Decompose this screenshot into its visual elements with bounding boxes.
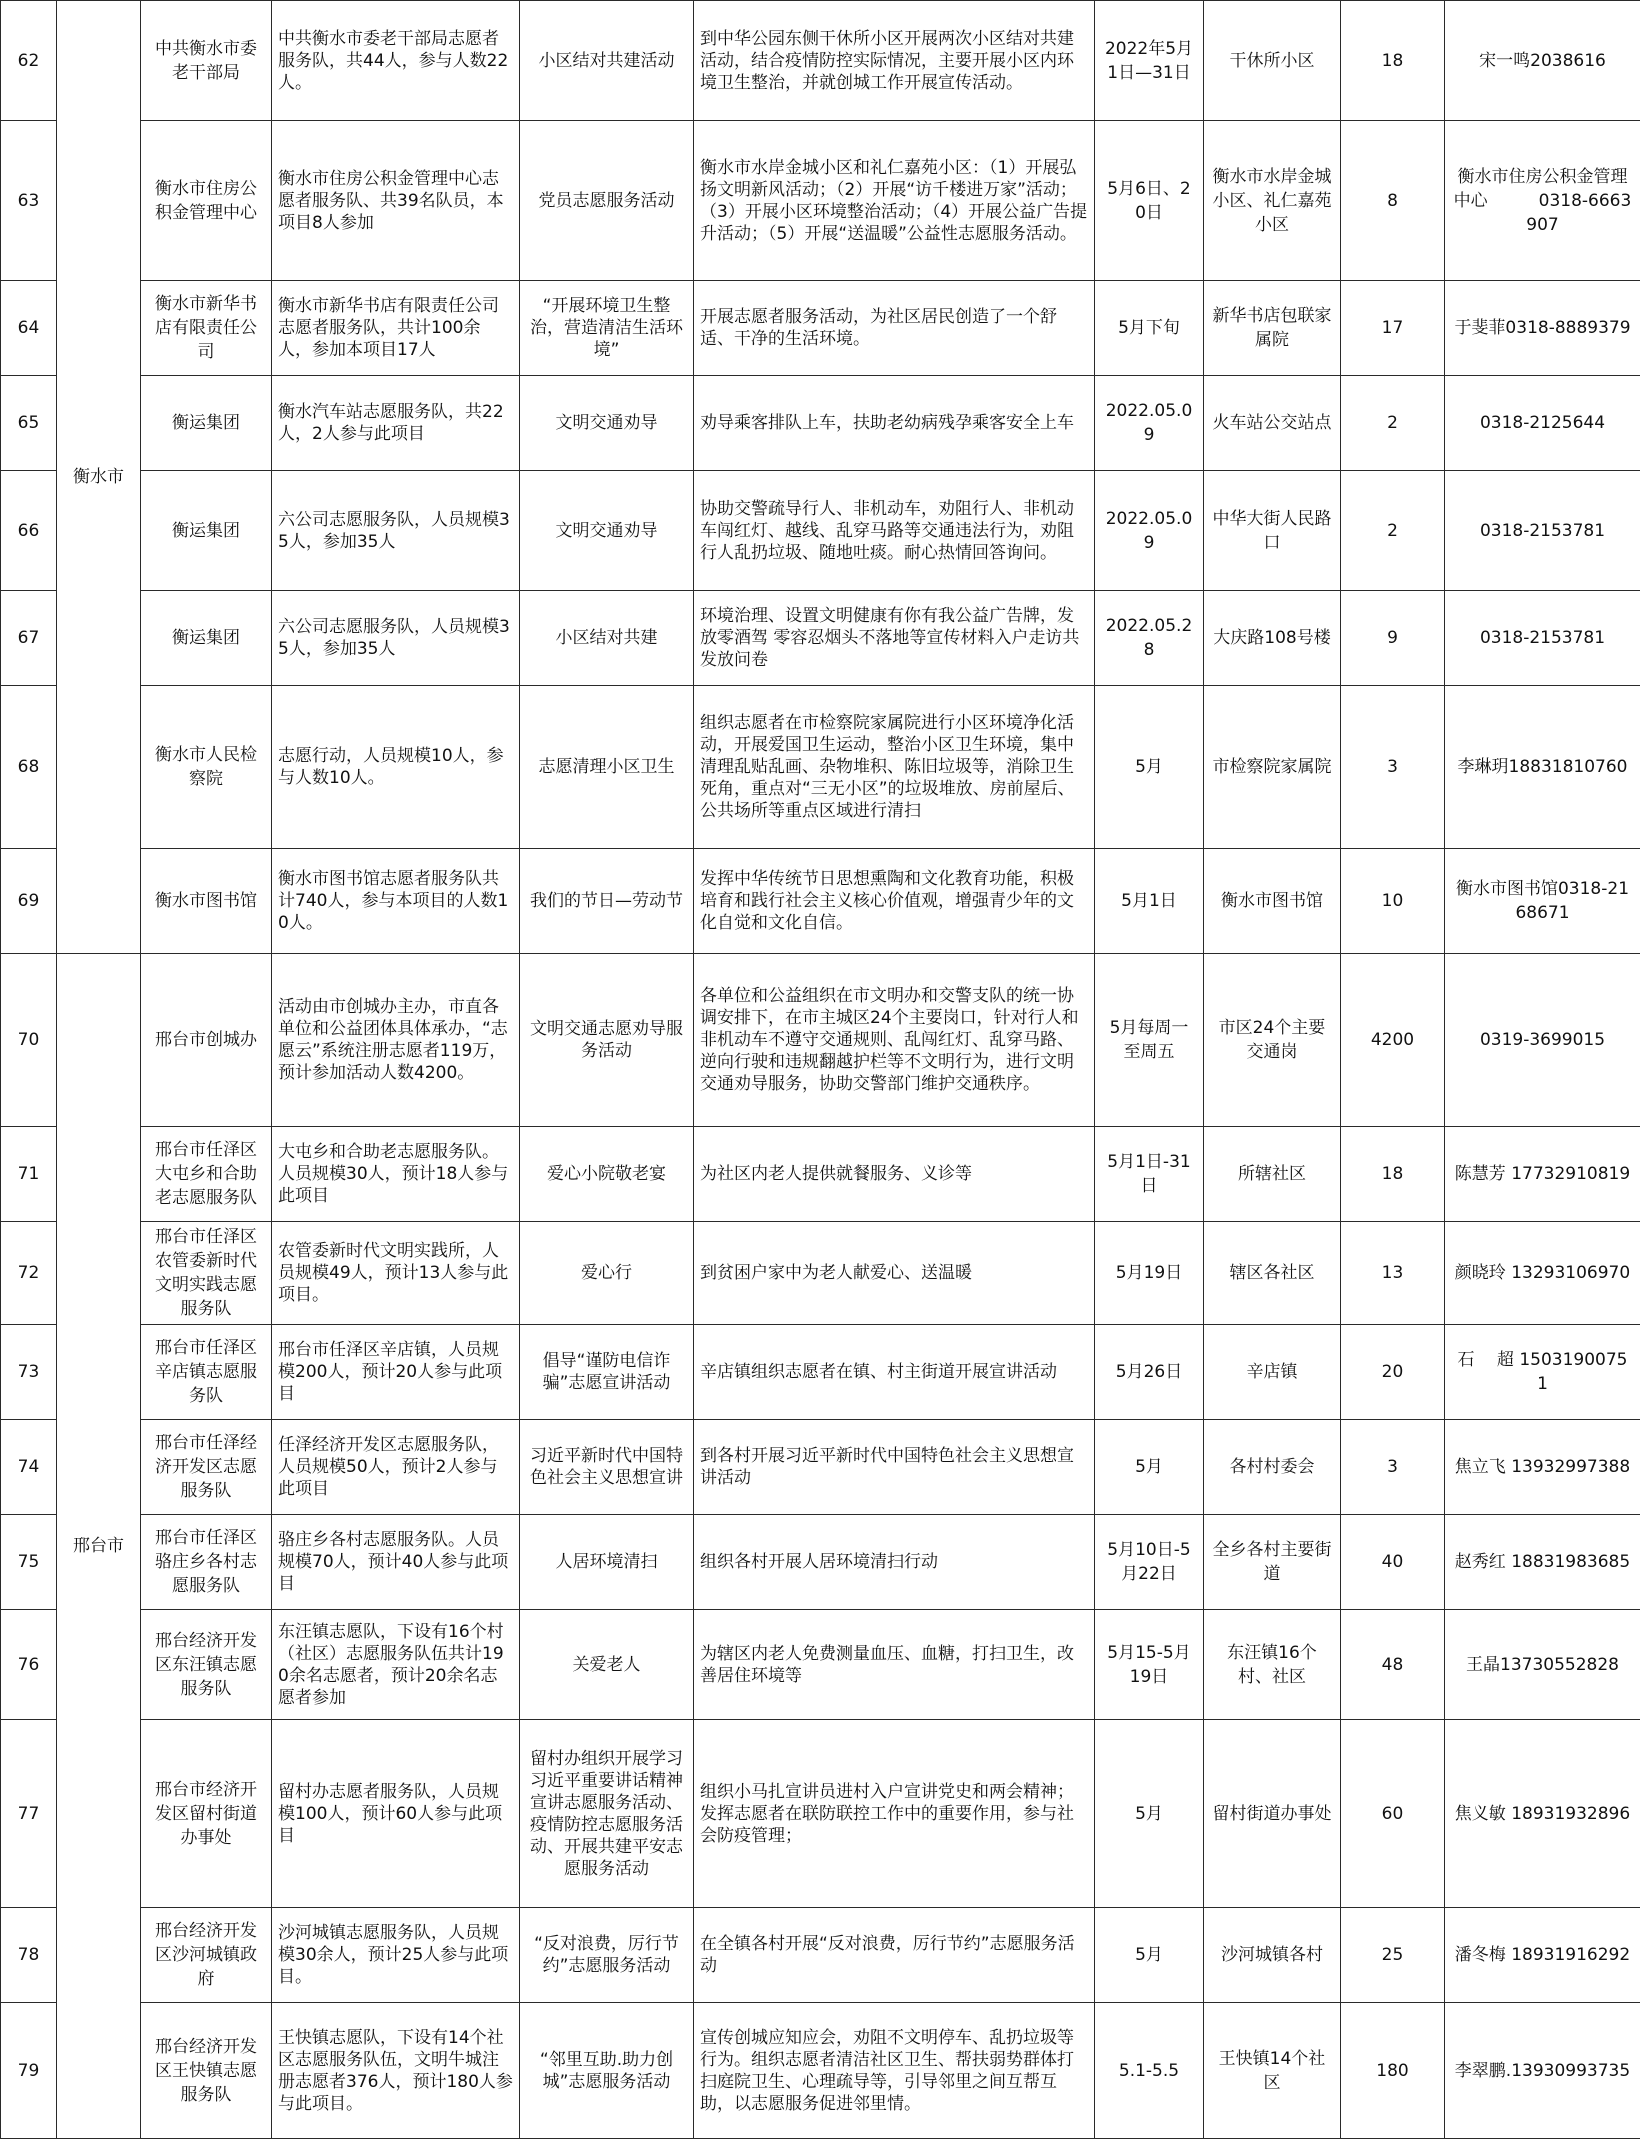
activity-time: 5月	[1095, 1908, 1204, 2003]
activity-time: 5月15-5月19日	[1095, 1610, 1204, 1720]
activity-place: 辛店镇	[1204, 1325, 1341, 1420]
activity-time: 2022.05.09	[1095, 376, 1204, 471]
table-row	[1, 1720, 1640, 1908]
activity-content: 宣传创城应知应会，劝阻不文明停车、乱扔垃圾等行为。组织志愿者清洁社区卫生、帮扶弱势群体打扫庭院卫生、心理疏导等，引导邻里之间互帮互助，以志愿服务促进邻里情。	[694, 2003, 1095, 2139]
project-name: 文明交通劝导	[520, 376, 694, 471]
table-row	[1, 1222, 1640, 1325]
activity-content: 衡水市水岸金城小区和礼仁嘉苑小区：（1）开展弘扬文明新风活动；（2）开展“访千楼进万家”活动；（3）开展小区环境整治活动；（4）开展公益广告提升活动；（5）开展“送温暖”公益性志愿服务活动。	[694, 121, 1095, 281]
activity-place: 衡水市图书馆	[1204, 849, 1341, 954]
project-name: 文明交通劝导	[520, 471, 694, 591]
participant-count: 4200	[1341, 954, 1445, 1127]
activity-time: 5月10日-5月22日	[1095, 1515, 1204, 1610]
activity-content: 各单位和公益组织在市文明办和交警支队的统一协调安排下，在市主城区24个主要岗口，针对行人和非机动车不遵守交通规则、乱闯红灯、乱穿马路、逆向行驶和违规翻越护栏等不文明行为，进行文明交通劝导服务，协助交警部门维护交通秩序。	[694, 954, 1095, 1127]
contact-info: 王晶13730552828	[1445, 1610, 1640, 1720]
contact-info: 赵秀红 18831983685	[1445, 1515, 1640, 1610]
team-description: 骆庄乡各村志愿服务队。人员规模70人，预计40人参与此项目	[272, 1515, 520, 1610]
table-row	[1, 1325, 1640, 1420]
project-name: 我们的节日—劳动节	[520, 849, 694, 954]
participant-count: 2	[1341, 471, 1445, 591]
activity-content: 组织小马扎宣讲员进村入户宣讲党史和两会精神；发挥志愿者在联防联控工作中的重要作用，参与社会防疫管理；	[694, 1720, 1095, 1908]
row-number: 67	[1, 591, 57, 686]
activity-time: 5月19日	[1095, 1222, 1204, 1325]
activity-place: 新华书店包联家属院	[1204, 281, 1341, 376]
table-row	[1, 1515, 1640, 1610]
activity-content: 为辖区内老人免费测量血压、血糖，打扫卫生，改善居住环境等	[694, 1610, 1095, 1720]
row-number: 63	[1, 121, 57, 281]
activity-place: 王快镇14个社区	[1204, 2003, 1341, 2139]
team-description: 活动由市创城办主办，市直各单位和公益团体具体承办，“志愿云”系统注册志愿者119万，预计参加活动人数4200。	[272, 954, 520, 1127]
activity-content: 到中华公园东侧干休所小区开展两次小区结对共建活动，结合疫情防控实际情况，主要开展小区内环境卫生整治，并就创城工作开展宣传活动。	[694, 1, 1095, 121]
project-name: 人居环境清扫	[520, 1515, 694, 1610]
activity-place: 辖区各社区	[1204, 1222, 1341, 1325]
contact-info: 潘冬梅 18931916292	[1445, 1908, 1640, 2003]
activity-place: 干休所小区	[1204, 1, 1341, 121]
row-number: 75	[1, 1515, 57, 1610]
participant-count: 2	[1341, 376, 1445, 471]
project-name: 关爱老人	[520, 1610, 694, 1720]
table-row	[1, 954, 1640, 1127]
contact-info: 0318-2153781	[1445, 591, 1640, 686]
row-number: 68	[1, 686, 57, 849]
row-number: 64	[1, 281, 57, 376]
team-description: 衡水市图书馆志愿者服务队共计740人，参与本项目的人数10人。	[272, 849, 520, 954]
table-row	[1, 471, 1640, 591]
activity-time: 5月	[1095, 686, 1204, 849]
contact-info: 陈慧芳 17732910819	[1445, 1127, 1640, 1222]
contact-info: 石 超 15031900751	[1445, 1325, 1640, 1420]
activity-content: 在全镇各村开展“反对浪费，厉行节约”志愿服务活动	[694, 1908, 1095, 2003]
activity-time: 5月下旬	[1095, 281, 1204, 376]
participant-count: 3	[1341, 686, 1445, 849]
team-description: 志愿行动，人员规模10人，参与人数10人。	[272, 686, 520, 849]
table-body	[1, 1, 1640, 2139]
project-name: 留村办组织开展学习习近平重要讲话精神宣讲志愿服务活动、疫情防控志愿服务活动、开展共建平安志愿服务活动	[520, 1720, 694, 1908]
team-description: 六公司志愿服务队，人员规模35人，参加35人	[272, 591, 520, 686]
activity-time: 5月6日、20日	[1095, 121, 1204, 281]
team-description: 中共衡水市委老干部局志愿者服务队，共44人，参与人数22人。	[272, 1, 520, 121]
activity-place: 全乡各村主要街道	[1204, 1515, 1341, 1610]
row-number: 65	[1, 376, 57, 471]
participant-count: 20	[1341, 1325, 1445, 1420]
row-number: 79	[1, 2003, 57, 2139]
contact-info: 宋一鸣2038616	[1445, 1, 1640, 121]
row-number: 62	[1, 1, 57, 121]
contact-info: 0318-2125644	[1445, 376, 1640, 471]
row-number: 76	[1, 1610, 57, 1720]
table-row	[1, 591, 1640, 686]
activity-place: 中华大街人民路口	[1204, 471, 1341, 591]
activity-content: 环境治理、设置文明健康有你有我公益广告牌，发放零酒驾 零容忍烟头不落地等宣传材料入户走访共发放问卷	[694, 591, 1095, 686]
participant-count: 60	[1341, 1720, 1445, 1908]
table-row	[1, 1908, 1640, 2003]
activity-place: 东汪镇16个村、社区	[1204, 1610, 1341, 1720]
project-name: 爱心小院敬老宴	[520, 1127, 694, 1222]
team-description: 农管委新时代文明实践所，人员规模49人，预计13人参与此项目。	[272, 1222, 520, 1325]
project-name: “开展环境卫生整治，营造清洁生活环境”	[520, 281, 694, 376]
organizer-unit: 邢台市任泽区农管委新时代文明实践志愿服务队	[141, 1222, 272, 1325]
activity-content: 组织各村开展人居环境清扫行动	[694, 1515, 1095, 1610]
activity-time: 5月26日	[1095, 1325, 1204, 1420]
organizer-unit: 邢台经济开发区东汪镇志愿服务队	[141, 1610, 272, 1720]
organizer-unit: 邢台经济开发区王快镇志愿服务队	[141, 2003, 272, 2139]
participant-count: 180	[1341, 2003, 1445, 2139]
contact-info: 衡水市图书馆0318-2168671	[1445, 849, 1640, 954]
team-description: 大屯乡和合助老志愿服务队。人员规模30人，预计18人参与此项目	[272, 1127, 520, 1222]
activity-time: 2022.05.28	[1095, 591, 1204, 686]
table-row	[1, 376, 1640, 471]
activity-place: 市区24个主要交通岗	[1204, 954, 1341, 1127]
table-row	[1, 1420, 1640, 1515]
activity-time: 5月1日	[1095, 849, 1204, 954]
activity-place: 衡水市水岸金城小区、礼仁嘉苑小区	[1204, 121, 1341, 281]
organizer-unit: 衡水市新华书店有限责任公司	[141, 281, 272, 376]
organizer-unit: 邢台市任泽区骆庄乡各村志愿服务队	[141, 1515, 272, 1610]
row-number: 69	[1, 849, 57, 954]
project-name: 习近平新时代中国特色社会主义思想宣讲	[520, 1420, 694, 1515]
project-name: 文明交通志愿劝导服务活动	[520, 954, 694, 1127]
participant-count: 13	[1341, 1222, 1445, 1325]
team-description: 王快镇志愿队，下设有14个社区志愿服务队伍，文明牛城注册志愿者376人，预计180人参与此项目。	[272, 2003, 520, 2139]
activity-content: 到贫困户家中为老人献爱心、送温暖	[694, 1222, 1095, 1325]
project-name: 小区结对共建活动	[520, 1, 694, 121]
activity-time: 2022年5月1日—31日	[1095, 1, 1204, 121]
team-description: 衡水市新华书店有限责任公司志愿者服务队，共计100余人，参加本项目17人	[272, 281, 520, 376]
participant-count: 17	[1341, 281, 1445, 376]
organizer-unit: 邢台市任泽经济开发区志愿服务队	[141, 1420, 272, 1515]
contact-info: 焦立飞 13932997388	[1445, 1420, 1640, 1515]
organizer-unit: 邢台市任泽区辛店镇志愿服务队	[141, 1325, 272, 1420]
activity-time: 5.1-5.5	[1095, 2003, 1204, 2139]
project-name: 小区结对共建	[520, 591, 694, 686]
contact-info: 颜晓玲 13293106970	[1445, 1222, 1640, 1325]
activity-time: 5月1日-31日	[1095, 1127, 1204, 1222]
contact-info: 于斐菲0318-8889379	[1445, 281, 1640, 376]
activity-time: 2022.05.09	[1095, 471, 1204, 591]
project-name: 志愿清理小区卫生	[520, 686, 694, 849]
team-description: 留村办志愿者服务队，人员规模100人，预计60人参与此项目	[272, 1720, 520, 1908]
participant-count: 9	[1341, 591, 1445, 686]
activity-content: 劝导乘客排队上车，扶助老幼病残孕乘客安全上车	[694, 376, 1095, 471]
organizer-unit: 衡水市住房公积金管理中心	[141, 121, 272, 281]
contact-info: 李翠鹏.13930993735	[1445, 2003, 1640, 2139]
activity-content: 到各村开展习近平新时代中国特色社会主义思想宣讲活动	[694, 1420, 1095, 1515]
table-row	[1, 849, 1640, 954]
activity-place: 沙河城镇各村	[1204, 1908, 1341, 2003]
table-row	[1, 281, 1640, 376]
contact-info: 0319-3699015	[1445, 954, 1640, 1127]
team-description: 衡水汽车站志愿服务队，共22人，2人参与此项目	[272, 376, 520, 471]
organizer-unit: 衡水市图书馆	[141, 849, 272, 954]
row-number: 66	[1, 471, 57, 591]
activity-place: 所辖社区	[1204, 1127, 1341, 1222]
activity-content: 发挥中华传统节日思想熏陶和文化教育功能，积极培育和践行社会主义核心价值观，增强青少年的文化自觉和文化自信。	[694, 849, 1095, 954]
project-name: 党员志愿服务活动	[520, 121, 694, 281]
organizer-unit: 衡水市人民检察院	[141, 686, 272, 849]
row-number: 71	[1, 1127, 57, 1222]
activity-time: 5月	[1095, 1720, 1204, 1908]
project-name: “邻里互助.助力创城”志愿服务活动	[520, 2003, 694, 2139]
activity-place: 大庆路108号楼	[1204, 591, 1341, 686]
activity-place: 市检察院家属院	[1204, 686, 1341, 849]
organizer-unit: 邢台市创城办	[141, 954, 272, 1127]
row-number: 77	[1, 1720, 57, 1908]
row-number: 73	[1, 1325, 57, 1420]
row-number: 74	[1, 1420, 57, 1515]
organizer-unit: 衡运集团	[141, 471, 272, 591]
project-name: 倡导“谨防电信诈骗”志愿宣讲活动	[520, 1325, 694, 1420]
team-description: 沙河城镇志愿服务队，人员规模30余人，预计25人参与此项目。	[272, 1908, 520, 2003]
table-row	[1, 1127, 1640, 1222]
row-number: 70	[1, 954, 57, 1127]
project-name: 爱心行	[520, 1222, 694, 1325]
activity-content: 协助交警疏导行人、非机动车，劝阻行人、非机动车闯红灯、越线、乱穿马路等交通违法行为，劝阻行人乱扔垃圾、随地吐痰。耐心热情回答询问。	[694, 471, 1095, 591]
organizer-unit: 邢台市经济开发区留村街道办事处	[141, 1720, 272, 1908]
team-description: 六公司志愿服务队，人员规模35人，参加35人	[272, 471, 520, 591]
participant-count: 8	[1341, 121, 1445, 281]
region-cell: 邢台市	[57, 954, 141, 2139]
contact-info: 李琳玥18831810760	[1445, 686, 1640, 849]
region-cell: 衡水市	[57, 1, 141, 954]
table-row	[1, 686, 1640, 849]
team-description: 东汪镇志愿队，下设有16个村（社区）志愿服务队伍共计190余名志愿者，预计20余名志愿者参加	[272, 1610, 520, 1720]
activity-content: 辛店镇组织志愿者在镇、村主街道开展宣讲活动	[694, 1325, 1095, 1420]
participant-count: 3	[1341, 1420, 1445, 1515]
contact-info: 焦义敏 18931932896	[1445, 1720, 1640, 1908]
organizer-unit: 中共衡水市委老干部局	[141, 1, 272, 121]
participant-count: 18	[1341, 1127, 1445, 1222]
contact-info: 衡水市住房公积金管理中心 0318-6663907	[1445, 121, 1640, 281]
activity-place: 留村街道办事处	[1204, 1720, 1341, 1908]
project-name: “反对浪费，厉行节约”志愿服务活动	[520, 1908, 694, 2003]
activity-place: 火车站公交站点	[1204, 376, 1341, 471]
team-description: 任泽经济开发区志愿服务队，人员规模50人，预计2人参与此项目	[272, 1420, 520, 1515]
table-row	[1, 1610, 1640, 1720]
activity-content: 开展志愿者服务活动，为社区居民创造了一个舒适、干净的生活环境。	[694, 281, 1095, 376]
table-row	[1, 2003, 1640, 2139]
activity-content: 为社区内老人提供就餐服务、义诊等	[694, 1127, 1095, 1222]
activity-place: 各村村委会	[1204, 1420, 1341, 1515]
row-number: 78	[1, 1908, 57, 2003]
participant-count: 25	[1341, 1908, 1445, 2003]
activity-time: 5月每周一至周五	[1095, 954, 1204, 1127]
activity-time: 5月	[1095, 1420, 1204, 1515]
participant-count: 48	[1341, 1610, 1445, 1720]
table-row	[1, 1, 1640, 121]
contact-info: 0318-2153781	[1445, 471, 1640, 591]
participant-count: 10	[1341, 849, 1445, 954]
participant-count: 40	[1341, 1515, 1445, 1610]
organizer-unit: 衡运集团	[141, 591, 272, 686]
organizer-unit: 衡运集团	[141, 376, 272, 471]
team-description: 衡水市住房公积金管理中心志愿者服务队、共39名队员，本项目8人参加	[272, 121, 520, 281]
organizer-unit: 邢台经济开发区沙河城镇政府	[141, 1908, 272, 2003]
organizer-unit: 邢台市任泽区大屯乡和合助老志愿服务队	[141, 1127, 272, 1222]
table-row	[1, 121, 1640, 281]
activity-content: 组织志愿者在市检察院家属院进行小区环境净化活动，开展爱国卫生运动，整治小区卫生环境，集中清理乱贴乱画、杂物堆积、陈旧垃圾等，消除卫生死角，重点对“三无小区”的垃圾堆放、房前屋后、公共场所等重点区域进行清扫	[694, 686, 1095, 849]
team-description: 邢台市任泽区辛店镇，人员规模200人，预计20人参与此项目	[272, 1325, 520, 1420]
participant-count: 18	[1341, 1, 1445, 121]
row-number: 72	[1, 1222, 57, 1325]
